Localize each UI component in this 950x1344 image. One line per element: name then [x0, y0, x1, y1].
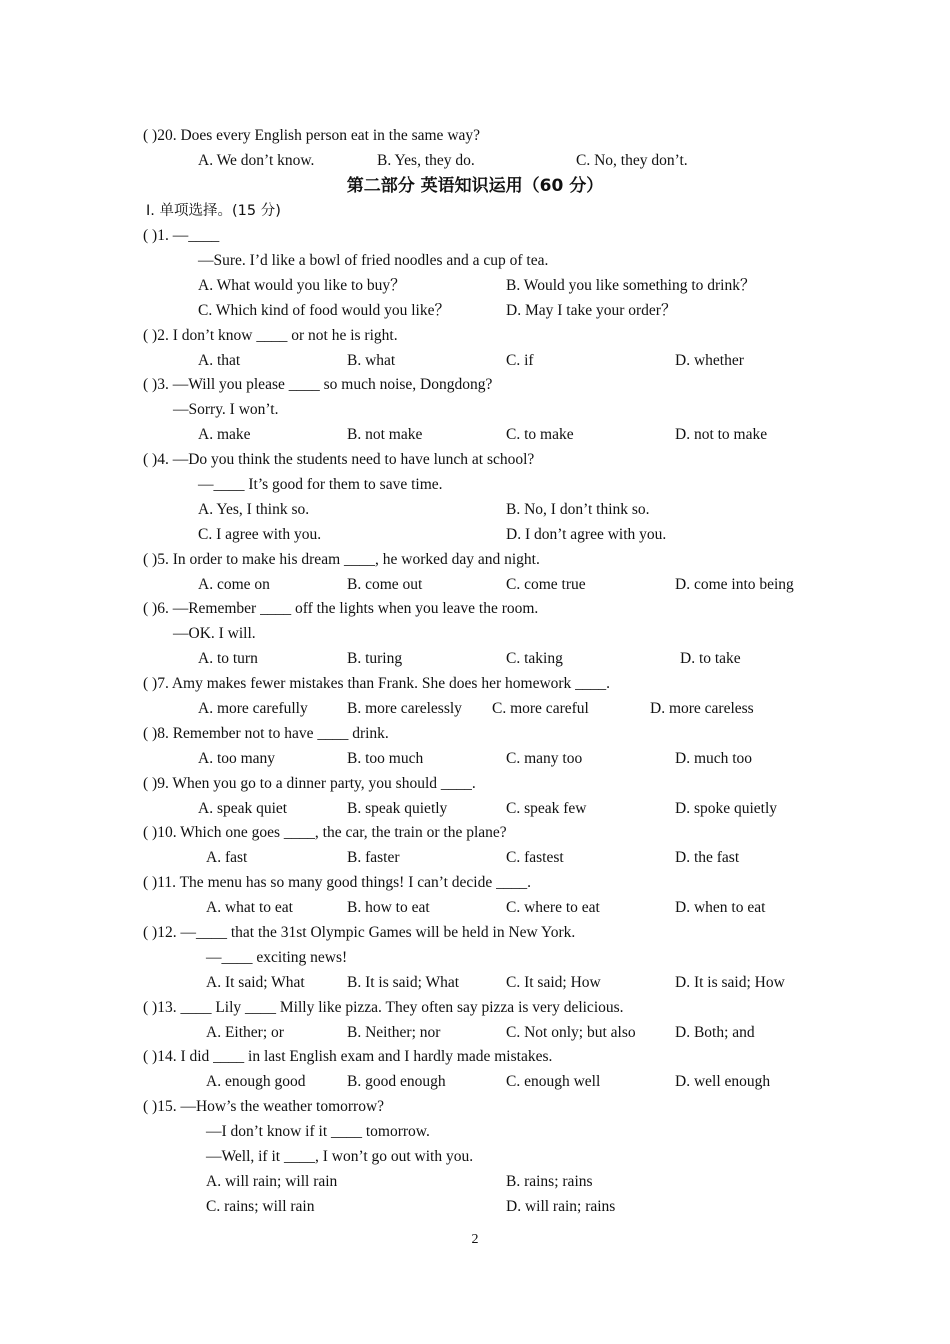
question-10-option-c: C. fastest — [506, 849, 564, 866]
question-1-option-d: D. May I take your order？ — [506, 302, 677, 319]
question-3-option-a: A. make — [198, 426, 251, 443]
question-5-option-d: D. come into being — [675, 576, 794, 593]
question-15-reply-2: —Well, if it ____, I won’t go out with you. — [206, 1148, 474, 1165]
question-4-reply: —____ It’s good for them to save time. — [198, 476, 443, 493]
question-1-option-a: A. What would you like to buy？ — [198, 277, 406, 294]
question-1-reply: —Sure. I’d like a bowl of fried noodles and a cup of tea. — [198, 252, 549, 269]
question-3-reply: —Sorry. I won’t. — [173, 401, 279, 418]
question-8-option-d: D. much too — [675, 750, 753, 767]
question-8-option-a: A. too many — [198, 750, 276, 767]
question-20-option-b: B. Yes, they do. — [377, 152, 475, 169]
section-title: 第二部分 英语知识运用（60 分） — [346, 176, 604, 196]
question-6-stem: ( )6. —Remember ____ off the lights when you leave the room. — [143, 600, 539, 617]
question-7-stem: ( )7. Amy makes fewer mistakes than Frank. She does her homework ____. — [143, 675, 611, 692]
question-9-option-c: C. speak few — [506, 800, 587, 817]
question-3-option-d: D. not to make — [675, 426, 768, 443]
question-7-option-b: B. more carelessly — [347, 700, 462, 717]
question-4-option-c: C. I agree with you. — [198, 526, 322, 543]
question-2-option-a: A. that — [198, 352, 241, 369]
question-12-reply: —____ exciting news! — [206, 949, 348, 966]
question-10-option-a: A. fast — [206, 849, 248, 866]
question-13-option-b: B. Neither; nor — [347, 1024, 441, 1041]
question-2-option-d: D. whether — [675, 352, 744, 369]
question-20-option-a: A. We don’t know. — [198, 152, 315, 169]
question-5-option-c: C. come true — [506, 576, 586, 593]
question-20-stem: ( )20. Does every English person eat in the same way? — [143, 127, 481, 144]
question-12-stem: ( )12. —____ that the 31st Olympic Games will be held in New York. — [143, 924, 576, 941]
question-14-option-c: C. enough well — [506, 1073, 601, 1090]
question-10-option-b: B. faster — [347, 849, 400, 866]
question-15-reply-1: —I don’t know if it ____ tomorrow. — [206, 1123, 430, 1140]
question-5-option-a: A. come on — [198, 576, 270, 593]
question-13-option-c: C. Not only; but also — [506, 1024, 636, 1041]
question-6-option-d: D. to take — [680, 650, 741, 667]
question-9-option-d: D. spoke quietly — [675, 800, 778, 817]
question-3-option-c: C. to make — [506, 426, 574, 443]
question-6-option-a: A. to turn — [198, 650, 258, 667]
question-15-option-d: D. will rain; rains — [506, 1198, 616, 1215]
question-5-stem: ( )5. In order to make his dream ____, he worked day and night. — [143, 551, 540, 568]
question-4-option-d: D. I don’t agree with you. — [506, 526, 667, 543]
question-2-option-b: B. what — [347, 352, 396, 369]
question-15-option-b: B. rains; rains — [506, 1173, 593, 1190]
question-8-stem: ( )8. Remember not to have ____ drink. — [143, 725, 389, 742]
question-11-option-b: B. how to eat — [347, 899, 430, 916]
question-14-stem: ( )14. I did ____ in last English exam and I hardly made mistakes. — [143, 1048, 553, 1065]
question-20-option-c: C. No, they don’t. — [576, 152, 688, 169]
question-11-option-a: A. what to eat — [206, 899, 293, 916]
question-3-option-b: B. not make — [347, 426, 423, 443]
question-5-option-b: B. come out — [347, 576, 423, 593]
question-13-stem: ( )13. ____ Lily ____ Milly like pizza. They often say pizza is very delicious. — [143, 999, 624, 1016]
question-2-option-c: C. if — [506, 352, 534, 369]
question-15-option-c: C. rains; will rain — [206, 1198, 315, 1215]
question-8-option-b: B. too much — [347, 750, 424, 767]
question-15-option-a: A. will rain; will rain — [206, 1173, 338, 1190]
question-9-option-b: B. speak quietly — [347, 800, 448, 817]
section-subtitle: Ⅰ. 单项选择。(15 分) — [146, 203, 281, 219]
question-11-stem: ( )11. The menu has so many good things! I can’t decide ____. — [143, 874, 531, 891]
question-11-option-c: C. where to eat — [506, 899, 600, 916]
question-1-option-b: B. Would you like something to drink？ — [506, 277, 756, 294]
question-2-stem: ( )2. I don’t know ____ or not he is right. — [143, 327, 398, 344]
question-7-option-d: D. more careless — [650, 700, 754, 717]
question-1-option-c: C. Which kind of food would you like？ — [198, 302, 450, 319]
question-4-stem: ( )4. —Do you think the students need to have lunch at school? — [143, 451, 535, 468]
question-12-option-b: B. It is said; What — [347, 974, 460, 991]
question-12-option-d: D. It is said; How — [675, 974, 785, 991]
question-10-option-d: D. the fast — [675, 849, 740, 866]
question-8-option-c: C. many too — [506, 750, 583, 767]
question-11-option-d: D. when to eat — [675, 899, 766, 916]
question-12-option-c: C. It said; How — [506, 974, 601, 991]
question-13-option-a: A. Either; or — [206, 1024, 284, 1041]
question-14-option-b: B. good enough — [347, 1073, 446, 1090]
question-9-stem: ( )9. When you go to a dinner party, you should ____. — [143, 775, 476, 792]
question-6-option-b: B. turing — [347, 650, 403, 667]
question-6-option-c: C. taking — [506, 650, 563, 667]
question-13-option-d: D. Both; and — [675, 1024, 755, 1041]
question-4-option-a: A. Yes, I think so. — [198, 501, 310, 518]
question-9-option-a: A. speak quiet — [198, 800, 288, 817]
question-7-option-a: A. more carefully — [198, 700, 308, 717]
question-14-option-a: A. enough good — [206, 1073, 306, 1090]
question-10-stem: ( )10. Which one goes ____, the car, the train or the plane? — [143, 824, 507, 841]
question-15-stem: ( )15. —How’s the weather tomorrow? — [143, 1098, 385, 1115]
question-12-option-a: A. It said; What — [206, 974, 305, 991]
question-14-option-d: D. well enough — [675, 1073, 771, 1090]
question-1-stem: ( )1. —____ — [143, 227, 220, 244]
question-6-reply: —OK. I will. — [173, 625, 256, 642]
page-number: 2 — [471, 1232, 479, 1247]
question-4-option-b: B. No, I don’t think so. — [506, 501, 650, 518]
question-3-stem: ( )3. —Will you please ____ so much noise, Dongdong? — [143, 376, 493, 393]
question-7-option-c: C. more careful — [492, 700, 589, 717]
